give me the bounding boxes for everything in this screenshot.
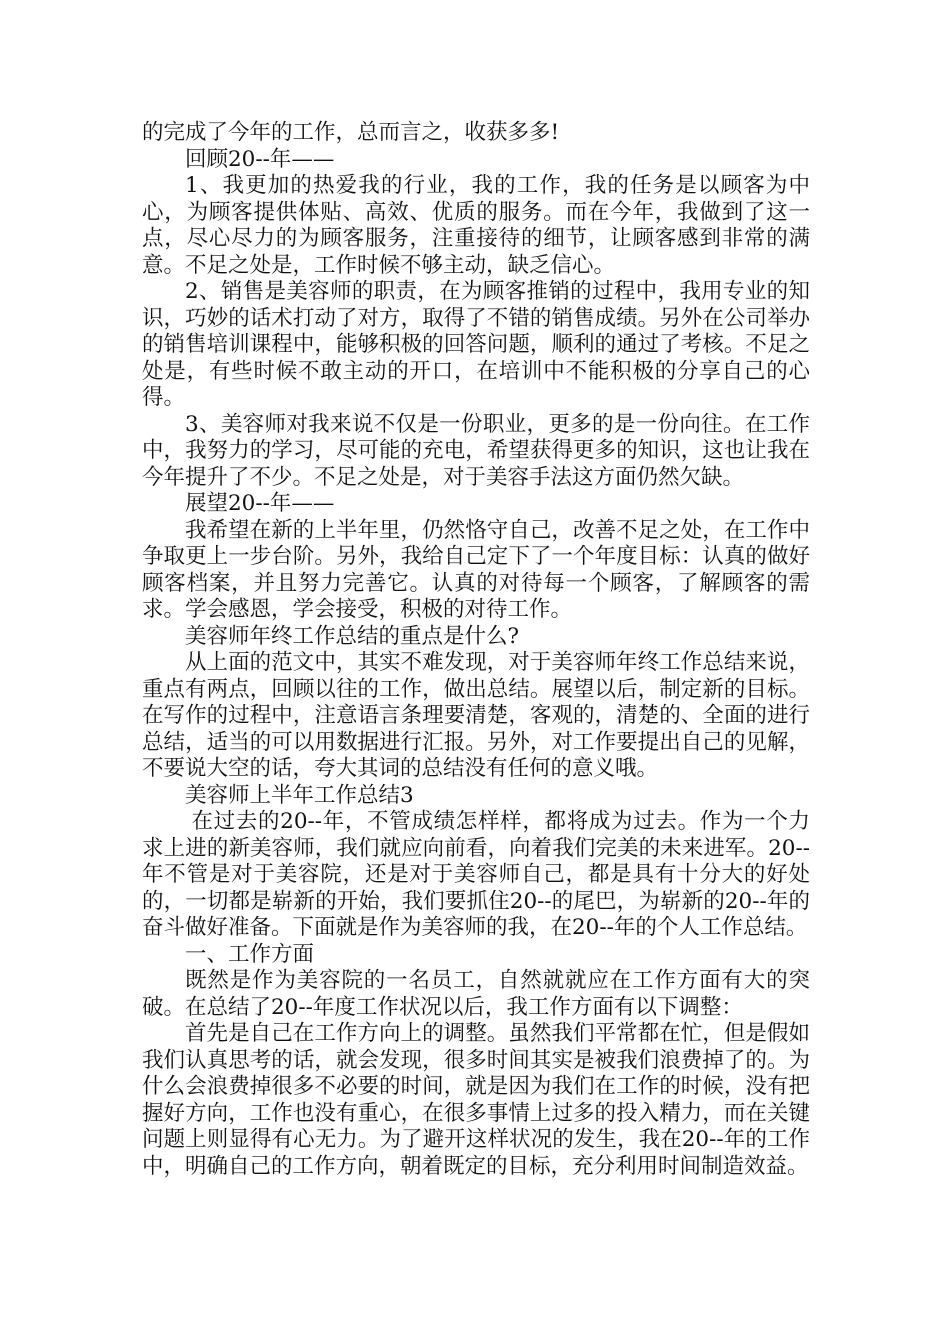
heading-outlook: 展望20--年—— bbox=[185, 491, 335, 516]
heading-summary-3: 美容师上半年工作总结3 bbox=[185, 782, 414, 808]
heading-key-points: 美容师年终工作总结的重点是什么? bbox=[185, 623, 520, 649]
paragraph-work-intro: 既然是作为美容院的一名员工，自然就就应在工作方面有大的突破。在总结了20--年度工作状况以后，我工作方面有以下调整： bbox=[142, 968, 810, 1020]
paragraph-outlook: 我希望在新的上半年里，仍然恪守自己，改善不足之处，在工作中争取更上一步台阶。另外，我给自己定下了一个年度目标：认真的做好顾客档案，并且努力完善它。认真的对待每一个顾客，了解顾客的需求。学会感恩，学会接受，积极的对待工作。 bbox=[142, 517, 810, 622]
paragraph-review-1: 1、我更加的热爱我的行业，我的工作，我的任务是以顾客为中心，为顾客提供体贴、高效、优质的服务。而在今年，我做到了这一点，尽心尽力的为顾客服务，注重接待的细节，让顾客感到非常的满意。不足之处是，工作时候不够主动，缺乏信心。 bbox=[142, 173, 810, 278]
paragraph-continuation: 的完成了今年的工作，总而言之，收获多多! bbox=[142, 120, 560, 145]
paragraph-review-2: 2、销售是美容师的职责，在为顾客推销的过程中，我用专业的知识，巧妙的话术打动了对方，取得了不错的销售成绩。另外在公司举办的销售培训课程中，能够积极的回答问题，顺利的通过了考核。不足之处是，有些时候不敢主动的开口，在培训中不能积极的分享自己的心得。 bbox=[142, 279, 810, 410]
heading-work: 一、工作方面 bbox=[185, 941, 315, 967]
paragraph-review-3: 3、美容师对我来说不仅是一份职业，更多的是一份向往。在工作中，我努力的学习，尽可能的充电，希望获得更多的知识，这也让我在今年提升了不少。不足之处是，对于美容手法这方面仍然欠缺。 bbox=[142, 411, 810, 490]
document-body bbox=[142, 120, 810, 1180]
paragraph-key-points: 从上面的范文中，其实不难发现，对于美容师年终工作总结来说，重点有两点，回顾以往的工作，做出总结。展望以后，制定新的目标。在写作的过程中，注意语言条理要清楚，客观的，清楚的、全面的进行总结，适当的可以用数据进行汇报。另外，对工作要提出自己的见解，不要说大空的话，夸大其词的总结没有任何的意义哦。 bbox=[142, 650, 810, 781]
paragraph-work-direction: 首先是自己在工作方向上的调整。虽然我们平常都在忙，但是假如我们认真思考的话，就会发现，很多时间其实是被我们浪费掉了的。为什么会浪费掉很多不必要的时间，就是因为我们在工作的时候，没有把握好方向，工作也没有重心，在很多事情上过多的投入精力，而在关键问题上则显得有心无力。为了避开这样状况的发生，我在20--年的工作中，明确自己的工作方向，朝着既定的目标，充分利用时间制造效益。 bbox=[142, 1021, 810, 1179]
heading-review: 回顾20--年—— bbox=[185, 146, 335, 172]
paragraph-summary-3-intro: 在过去的20--年，不管成绩怎样样，都将成为过去。作为一个力求上进的新美容师，我们就应向前看，向着我们完美的未来进军。20--年不管是对于美容院，还是对于美容师自己，都是具有十分大的好处的，一切都是崭新的开始，我们要抓住20--的尾巴，为崭新的20--年的奋斗做好准备。下面就是作为美容师的我，在20--年的个人工作总结。 bbox=[142, 809, 810, 940]
